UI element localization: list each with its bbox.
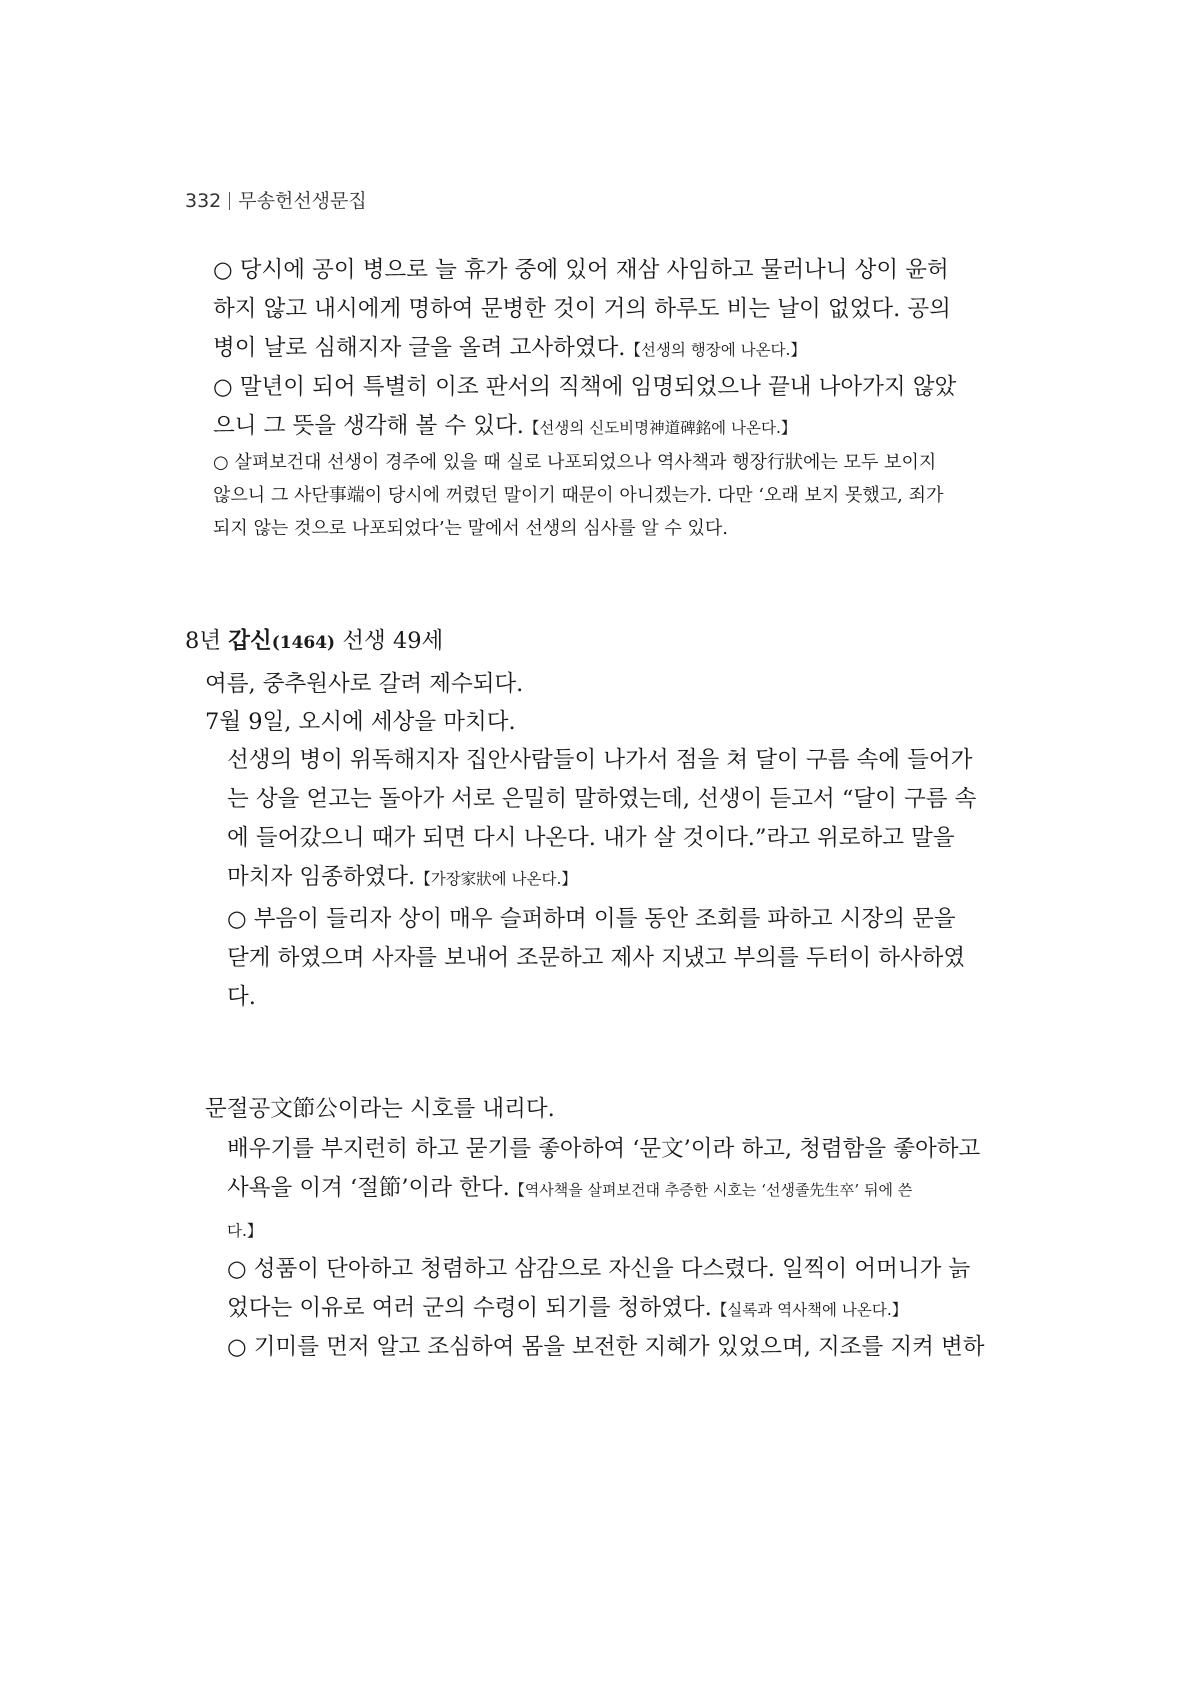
text-line: 에 들어갔으니 때가 되면 다시 나온다. 내가 살 것이다.”라고 위로하고 말을 (227, 825, 955, 851)
book-title: 무송헌선생문집 (238, 190, 367, 212)
text-line: 않으니 그 사단事端이 당시에 꺼렸던 말이기 때문이 아니겠는가. 다만 ‘오래 보지 못했고, 죄가 (213, 485, 944, 506)
age-label: 선생 49세 (342, 628, 444, 654)
event-text: 7월 9일, 오시에 세상을 마치다. (205, 709, 516, 735)
text-line: 으니 그 뜻을 생각해 볼 수 있다. (213, 413, 524, 439)
year-prefix: 8년 (185, 628, 222, 654)
year-heading (185, 622, 443, 663)
text-line: ○ 살펴보건대 선생이 경주에 있을 때 실로 나포되었으나 역사책과 행장行狀에는 모두 보이지 (213, 452, 937, 473)
text-line-with-note (213, 329, 973, 370)
paragraph-commentary (213, 446, 973, 545)
text-line: ○ 부음이 들리자 상이 매우 슬퍼하며 이틀 동안 조회를 파하고 시장의 문을 (227, 906, 956, 932)
paragraph-mourning (227, 900, 972, 1017)
text-line: 병이 날로 심해지자 글을 올려 고사하였다. (213, 335, 626, 361)
source-note: 【선생의 행장에 나온다.】 (625, 341, 806, 359)
header-divider (229, 192, 230, 210)
source-note: 【실록과 역사책에 나온다.】 (711, 1301, 908, 1319)
event-posthumous-title (205, 1090, 555, 1129)
text-line: 닫게 하였으며 사자를 보내어 조문하고 제사 지냈고 부의를 두터이 하사하였 (227, 945, 966, 971)
text-line: 사욕을 이겨 ‘절節’이라 한다. (227, 1175, 510, 1201)
text-line: 마치자 임종하였다. (227, 864, 416, 890)
event-appointment (205, 665, 523, 704)
text-line-with-note (213, 407, 973, 448)
text-line: 었다는 이유로 여러 군의 수령이 되기를 청하였다. (227, 1295, 712, 1321)
paragraph-appointment (213, 368, 973, 448)
paragraph-title-meaning (227, 1130, 981, 1251)
text-line-with-note (227, 1169, 972, 1210)
text-line-with-note (227, 1289, 972, 1330)
running-header (185, 186, 367, 213)
event-death (205, 703, 516, 742)
text-line: 되지 않는 것으로 나포되었다’는 말에서 선생의 심사를 알 수 있다. (213, 518, 729, 539)
paragraph-final-illness (227, 741, 977, 899)
year-number: (1464) (271, 633, 336, 653)
source-note-cont: 다.】 (227, 1222, 263, 1240)
text-line-with-note (227, 1210, 972, 1251)
text-line: 선생의 병이 위독해지자 집안사람들이 나가서 점을 쳐 달이 구름 속에 들어가 (227, 747, 973, 773)
page-number: 332 (185, 190, 222, 212)
paragraph-wisdom (227, 1328, 985, 1367)
paragraph-character (227, 1250, 972, 1330)
paragraph-sick-leave (213, 251, 973, 370)
text-line: ○ 기미를 먼저 알고 조심하여 몸을 보전한 지혜가 있었으며, 지조를 지켜 변하 (227, 1334, 985, 1360)
event-text: 문절공文節公이라는 시호를 내리다. (205, 1096, 555, 1122)
event-text: 여름, 중추원사로 갈려 제수되다. (205, 671, 524, 697)
text-line: ○ 성품이 단아하고 청렴하고 삼감으로 자신을 다스렸다. 일찍이 어머니가 늙 (227, 1256, 971, 1282)
text-line-with-note (227, 858, 972, 899)
text-line: ○ 당시에 공이 병으로 늘 휴가 중에 있어 재삼 사임하고 물러나니 상이 윤허 (213, 257, 949, 283)
source-note: 【역사책을 살펴보건대 추증한 시호는 ‘선생졸先生卒’ 뒤에 쓴 (509, 1181, 913, 1199)
source-note: 【선생의 신도비명神道碑銘에 나온다.】 (523, 419, 797, 437)
text-line: 하지 않고 내시에게 명하여 문병한 것이 거의 하루도 비는 날이 없었다. 공의 (213, 296, 951, 322)
text-line: 다. (227, 984, 256, 1010)
text-line: 는 상을 얻고는 돌아가 서로 은밀히 말하였는데, 선생이 듣고서 “달이 구름 속 (227, 786, 977, 812)
text-line: ○ 말년이 되어 특별히 이조 판서의 직책에 임명되었으나 끝내 나아가지 않았 (213, 374, 957, 400)
ganji: 갑신 (228, 628, 272, 654)
source-note: 【가장家狀에 나온다.】 (415, 870, 577, 888)
text-line: 배우기를 부지런히 하고 묻기를 좋아하여 ‘문文’이라 하고, 청렴함을 좋아하고 (227, 1136, 981, 1162)
